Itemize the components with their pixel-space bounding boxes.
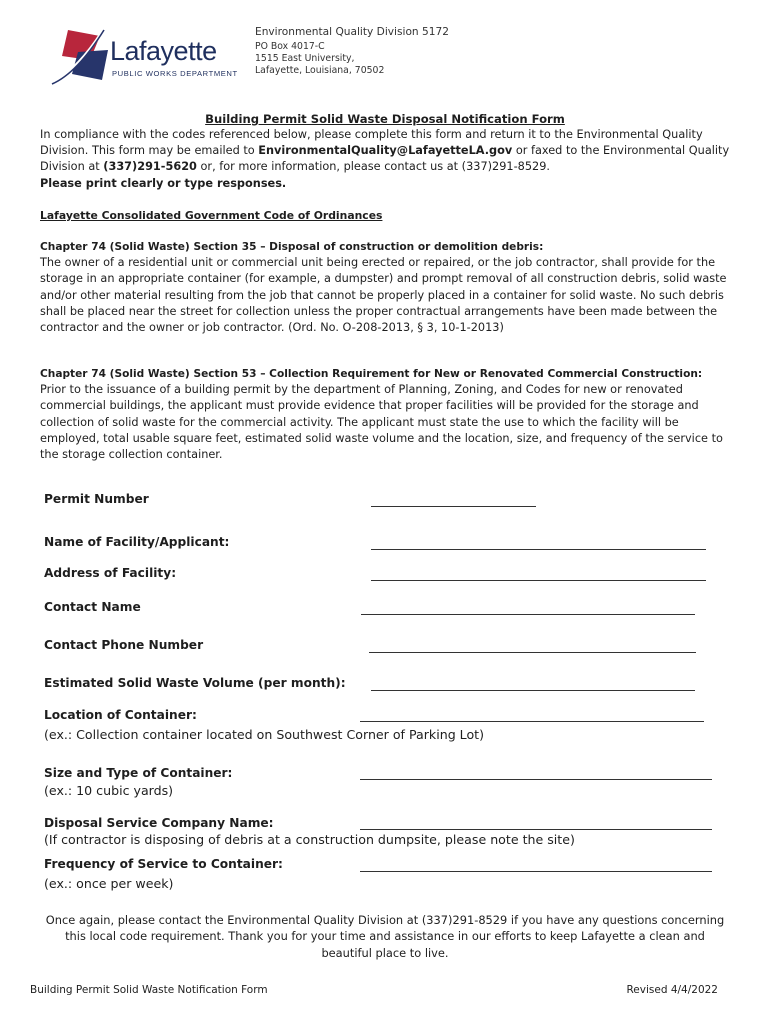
contact-phone-label: Contact Phone Number	[44, 638, 204, 652]
section-35-heading: Chapter 74 (Solid Waste) Section 35 – Disposal of construction or demolition debris:	[40, 241, 544, 253]
service-frequency-label: Frequency of Service to Container:	[44, 857, 283, 871]
intro-text-2: or faxed to the Environmental Quality Division at	[40, 144, 730, 174]
waste-volume-field[interactable]	[371, 690, 695, 691]
container-size-label: Size and Type of Container:	[44, 766, 233, 780]
print-instruction: Please print clearly or type responses.	[40, 176, 287, 190]
contact-name-field[interactable]	[361, 614, 695, 615]
logo-subtitle: PUBLIC WORKS DEPARTMENT	[112, 69, 238, 78]
contact-phone-field[interactable]	[369, 652, 696, 653]
service-company-hint: (If contractor is disposing of debris at a construction dumpsite, please note the site)	[44, 832, 575, 847]
address-po-box: PO Box 4017-C	[255, 41, 325, 52]
permit-number-field[interactable]	[371, 506, 536, 507]
facility-address-label: Address of Facility:	[44, 566, 177, 580]
logo-wordmark: Lafayette	[110, 36, 217, 66]
service-company-label: Disposal Service Company Name:	[44, 816, 274, 830]
email-link[interactable]: EnvironmentalQuality@LafayetteLA.gov	[258, 144, 513, 158]
form-title: Building Permit Solid Waste Disposal Notification Form	[205, 112, 565, 126]
service-frequency-field[interactable]	[360, 871, 712, 872]
container-location-field[interactable]	[360, 721, 704, 722]
section-53-heading: Chapter 74 (Solid Waste) Section 53 – Collection Requirement for New or Renovated Commercial Construction:	[40, 368, 703, 380]
facility-name-field[interactable]	[371, 549, 706, 550]
intro-paragraph	[40, 127, 735, 192]
intro-text-3: or, for more information, please contact us at (337)291-8529.	[196, 160, 551, 174]
address-street: 1515 East University,	[255, 53, 355, 64]
container-location-hint: (ex.: Collection container located on Southwest Corner of Parking Lot)	[44, 727, 485, 742]
section-35-body: The owner of a residential unit or commercial unit being erected or repaired, or the job contractor, shall provide for the storage in an appropriate container (for example, a dumpster) and prompt removal of all construction debris, solid waste and/or other material resulting from the job that cannot be properly placed in a container for solid waste. No such debris shall be placed near the street for collection unless the proper contractual arrangements have been made between the contractor and the owner or job contractor. (Ord. No. O-208-2013, § 3, 10-1-2013)	[40, 256, 727, 335]
ordinances-heading: Lafayette Consolidated Government Code of Ordinances	[40, 209, 383, 222]
service-frequency-hint: (ex.: once per week)	[44, 876, 174, 891]
section-53	[40, 366, 735, 463]
facility-address-field[interactable]	[371, 580, 706, 581]
closing-paragraph: Once again, please contact the Environmental Quality Division at (337)291-8529 if you have any questions concerning this local code requirement. Thank you for your time and assistance in our efforts to keep Lafayette a clean and beautiful place to live.	[45, 913, 725, 960]
service-company-field[interactable]	[360, 829, 712, 830]
footer-form-name: Building Permit Solid Waste Notification Form	[30, 984, 268, 996]
permit-number-label: Permit Number	[44, 492, 149, 506]
contact-name-label: Contact Name	[44, 600, 141, 614]
container-location-label: Location of Container:	[44, 708, 197, 722]
address-city: Lafayette, Louisiana, 70502	[255, 65, 385, 76]
section-53-body: Prior to the issuance of a building permit by the department of Planning, Zoning, and Codes for new or renovated commercial buildings, the applicant must provide evidence that proper facilities will be provided for the storage and collection of solid waste for the commercial activity. The applicant must state the use to which the facility will be employed, total usable square feet, estimated solid waste volume and the location, size, and frequency of the service to the storage collection container.	[40, 383, 723, 462]
container-size-field[interactable]	[360, 779, 712, 780]
footer-revision: Revised 4/4/2022	[626, 984, 718, 996]
section-35	[40, 239, 735, 336]
address-division: Environmental Quality Division 5172	[255, 26, 449, 38]
fax-number: (337)291-5620	[103, 160, 197, 174]
waste-volume-label: Estimated Solid Waste Volume (per month):	[44, 676, 346, 690]
container-size-hint: (ex.: 10 cubic yards)	[44, 783, 174, 798]
facility-name-label: Name of Facility/Applicant:	[44, 535, 230, 549]
intro-text-1: In compliance with the codes referenced below, please complete this form and return it to the Environmental Quality Division. This form may be emailed to	[40, 128, 703, 158]
